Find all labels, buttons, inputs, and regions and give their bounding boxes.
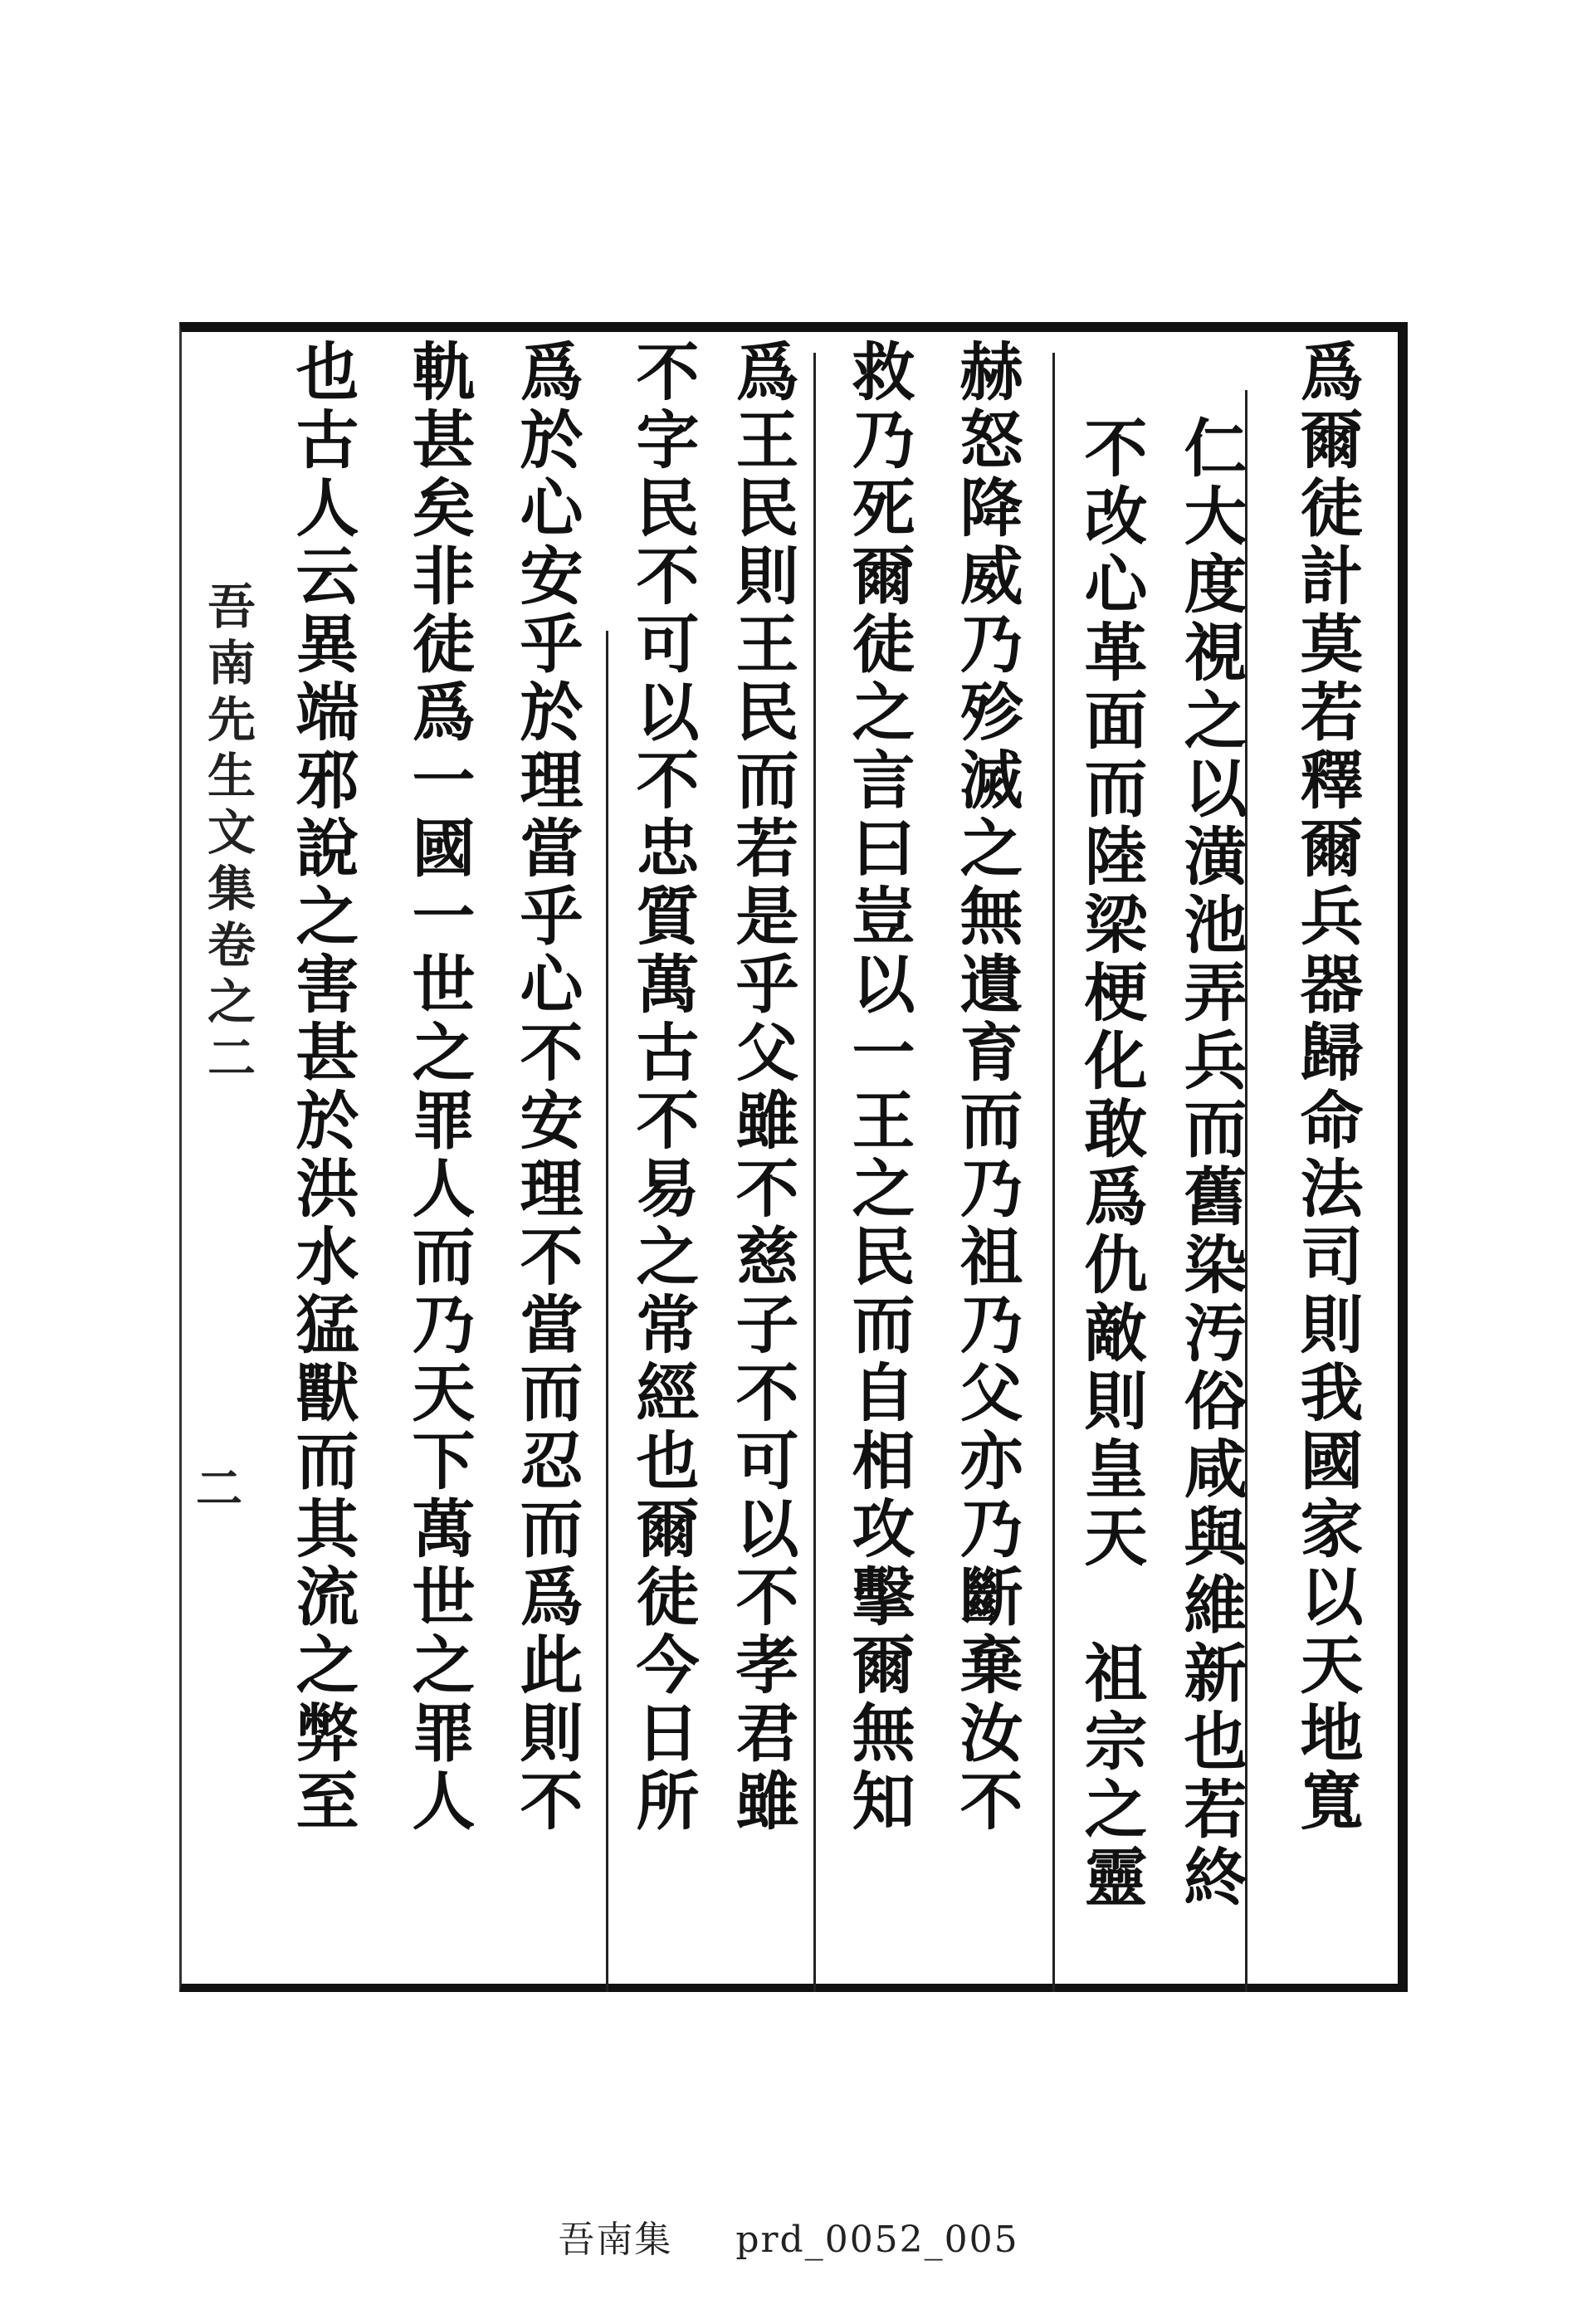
text-column-5: 救乃死爾徒之言曰豈以一王之民而自相攻擊爾無知 [842,339,915,1836]
column-rule [606,631,608,1992]
footer-caption [0,2209,1577,2263]
column-rule [813,353,816,1992]
text-column-1: 爲爾徒計莫若釋爾兵器歸命法司則我國家以天地寬 [1290,339,1364,1836]
text-column-3: 不改心革面而陸梁梗化敢爲仇敵則皇天 祖宗之靈 [1074,415,1148,1912]
text-column-9: 軌甚矣非徒爲一國一世之罪人而乃天下萬世之罪人 [402,339,476,1836]
text-column-2: 仁大度視之以潢池弄兵而舊染汚俗咸與維新也若終 [1174,415,1247,1912]
margin-book-title: 吾南先生文集卷之二 [199,581,256,1089]
text-column-10: 也古人云異端邪說之害甚於洪水猛獸而其流之弊至 [286,339,359,1836]
footer-book-title: 吾南集 [558,2219,673,2261]
text-column-6: 爲王民則王民而若是乎父雖不慈子不可以不孝君雖 [725,339,799,1836]
text-column-7: 不字民不可以不忠質萬古不易之常經也爾徒今日所 [626,339,700,1836]
column-rule [1052,353,1055,1992]
text-column-8: 爲於心安乎於理當乎心不安理不當而忍而爲此則不 [510,339,583,1836]
footer-page-id: prd_0052_005 [735,2219,1019,2261]
page-number: 二 [196,1462,242,1516]
text-column-4: 赫怒降威乃殄滅之無遺育而乃祖乃父亦乃斷棄汝不 [950,339,1023,1836]
